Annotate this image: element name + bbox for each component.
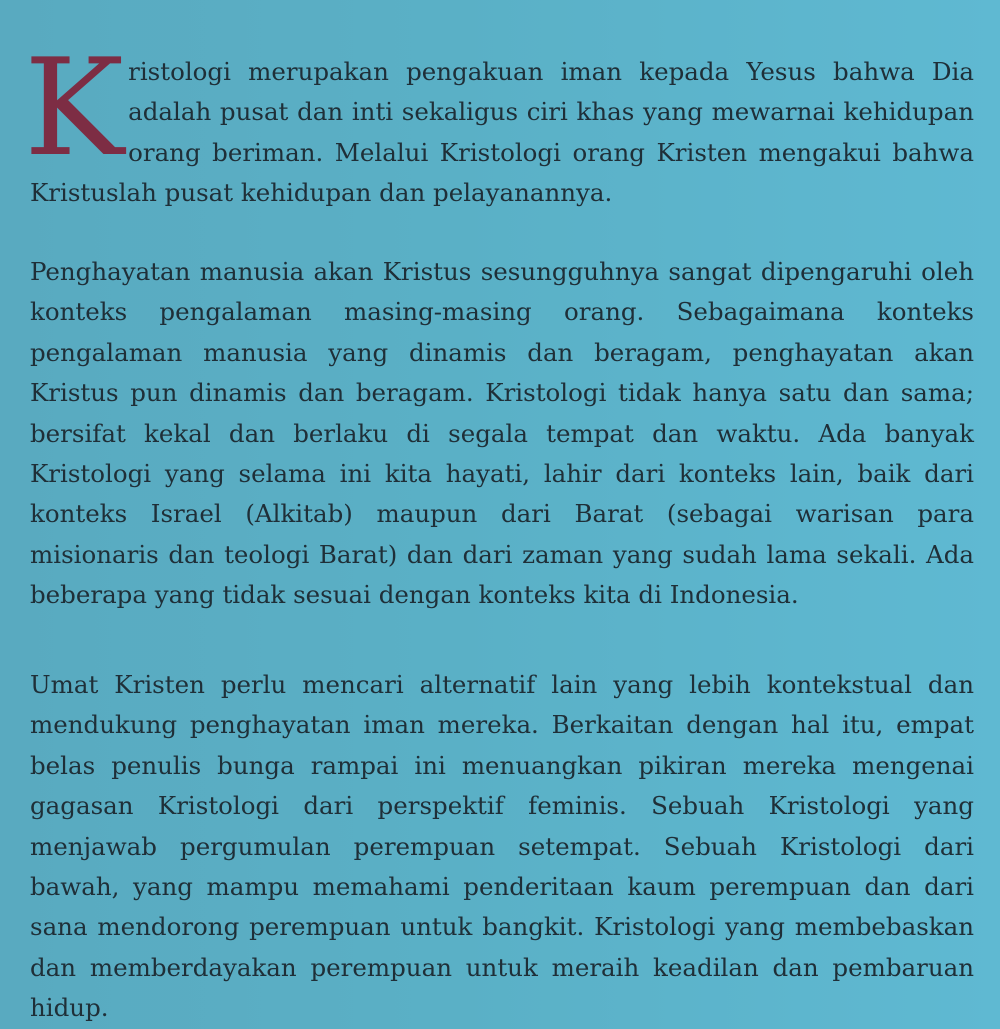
paragraph-intro (24, 30, 974, 214)
paragraph-context-text: Penghayatan manusia akan Kristus sesungguhnya sangat dipengaruhi oleh konteks pengalaman masing-masing orang. Sebagaimana konteks pengalaman manusia yang dinamis dan beragam, penghayatan akan Kristus pun dinamis dan beragam. Kristologi tidak hanya satu dan sama; bersifat kekal dan berlaku di segala tempat dan waktu. Ada banyak Kristologi yang selama ini kita hayati, lahir dari konteks lain, baik dari konteks Israel (Alkitab) maupun dari Barat (sebagai warisan para misionaris dan teologi Barat) dan dari zaman yang sudah lama sekali. Ada beberapa yang tidak sesuai dengan konteks kita di Indonesia. (30, 257, 974, 610)
paragraph-feminist-christology-text: Umat Kristen perlu mencari alternatif lain yang lebih kontekstual dan mendukung penghayatan iman mereka. Berkaitan dengan hal itu, empat belas penulis bunga rampai ini menuangkan pikiran mereka mengenai gagasan Kristologi dari perspektif feminis. Sebuah Kristologi yang menjawab pergumulan perempuan setempat. Sebuah Kristologi dari bawah, yang mampu memahami penderitaan kaum perempuan dan dari sana mendorong perempuan untuk bangkit. Kristologi yang membebaskan dan memberdayakan perempuan untuk meraih keadilan dan pembaruan hidup. (30, 670, 974, 1023)
paragraph-feminist-christology (30, 665, 974, 1029)
paragraph-intro-text: ristologi merupakan pengakuan iman kepada Yesus bahwa Dia adalah pusat dan inti sekaligus ciri khas yang mewarnai kehidupan orang beriman. Melalui Kristologi orang Kristen mengakui bahwa Kristuslah pusat kehidupan dan pelayanannya. (30, 57, 974, 208)
drop-cap: K (24, 30, 125, 186)
paragraph-context (30, 252, 974, 616)
